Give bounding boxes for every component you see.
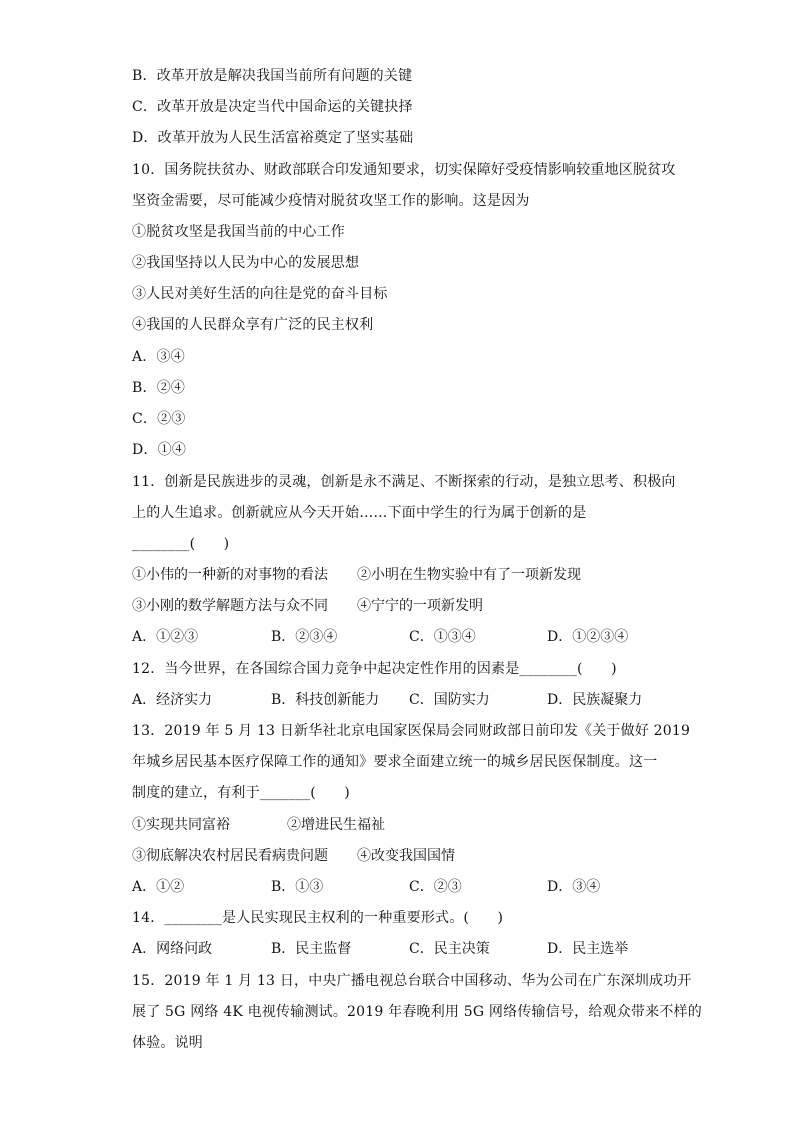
q10-stem-line-1: 10．国务院扶贫办、财政部联合印发通知要求，切实保障好受疫情影响较重地区脱贫攻 [132, 162, 676, 178]
q9-option-b: B．改革开放是解决我国当前所有问题的关键 [132, 68, 413, 84]
q14-option-b: B．民主监督 [271, 941, 352, 957]
q10-option-c: C．②③ [132, 411, 186, 427]
q13-option-b: B．①③ [271, 879, 324, 895]
q12-option-c: C．国防实力 [409, 692, 490, 708]
q11-item-1: ①小伟的一种新的对事物的看法 [132, 567, 328, 583]
q11-item-3: ③小刚的数学解题方法与众不同 [132, 598, 328, 614]
q11-option-c: C．①③④ [409, 629, 476, 645]
q9-option-c: C．改革开放是决定当代中国命运的关键抉择 [132, 99, 413, 115]
q13-option-c: C．②③ [409, 879, 462, 895]
q10-option-a: A．③④ [132, 349, 185, 365]
q11-option-d: D．①②③④ [547, 629, 629, 645]
q13-stem-line-3: 制度的建立，有利于_______( ) [132, 785, 350, 801]
q12-stem: 12．当今世界，在各国综合国力竞争中起决定性作用的因素是________( ) [132, 661, 617, 677]
q11-option-b: B．②③④ [271, 629, 338, 645]
q10-item-3: ③人民对美好生活的向往是党的奋斗目标 [132, 286, 388, 302]
q12-option-a: A．经济实力 [132, 692, 213, 708]
q11-item-4: ④宁宁的一项新发明 [357, 598, 483, 614]
q11-item-2: ②小明在生物实验中有了一项新发现 [357, 567, 581, 583]
q13-item-2: ②增进民生福祉 [287, 817, 385, 833]
q11-stem-line-1: 11．创新是民族进步的灵魂，创新是永不满足、不断探索的行动，是独立思考、积极向 [132, 474, 676, 490]
q12-option-d: D．民族凝聚力 [547, 692, 643, 708]
q13-stem-line-1: 13．2019 年 5 月 13 日新华社北京电国家医保局会同财政部日前印发《关于做好 2019 [132, 723, 691, 739]
q10-item-4: ④我国的人民群众享有广泛的民主权利 [132, 317, 374, 333]
q14-stem: 14．________是人民实现民主权利的一种重要形式。( ) [132, 910, 504, 926]
q10-option-b: B．②④ [132, 380, 186, 396]
q12-option-b: B．科技创新能力 [271, 692, 380, 708]
q13-item-3: ③彻底解决农村居民看病贵问题 [132, 848, 328, 864]
q15-stem-line-3: 体验。说明 [132, 1035, 203, 1051]
q11-stem-line-2: 上的人生追求。创新就应从今天开始……下面中学生的行为属于创新的是 [132, 505, 587, 521]
q9-option-d: D．改革开放为人民生活富裕奠定了坚实基础 [132, 130, 414, 146]
q11-stem-line-3: ________( ) [132, 536, 230, 552]
q13-stem-line-2: 年城乡居民基本医疗保障工作的通知》要求全面建立统一的城乡居民医保制度。这一 [132, 754, 658, 770]
q14-option-a: A．网络问政 [132, 941, 213, 957]
q14-option-c: C．民主决策 [409, 941, 490, 957]
q15-stem-line-1: 15．2019 年 1 月 13 日，中央广播电视总台联合中国移动、华为公司在广东深圳成功开 [132, 973, 692, 989]
q13-item-4: ④改变我国国情 [357, 848, 455, 864]
q11-option-a: A．①②③ [132, 629, 199, 645]
q10-item-2: ②我国坚持以人民为中心的发展思想 [132, 255, 360, 271]
q10-option-d: D．①④ [132, 442, 187, 458]
q10-stem-line-2: 坚资金需要，尽可能减少疫情对脱贫攻坚工作的影响。这是因为 [132, 193, 530, 209]
q13-option-a: A．①② [132, 879, 185, 895]
q14-option-d: D．民主选举 [547, 941, 629, 957]
q15-stem-line-2: 展了 5G 网络 4K 电视传输测试。2019 年春晚利用 5G 网络传输信号，给观众带来不样的 [132, 1004, 702, 1020]
q10-item-1: ①脱贫攻坚是我国当前的中心工作 [132, 224, 345, 240]
q13-option-d: D．③④ [547, 879, 601, 895]
q13-item-1: ①实现共同富裕 [132, 817, 230, 833]
